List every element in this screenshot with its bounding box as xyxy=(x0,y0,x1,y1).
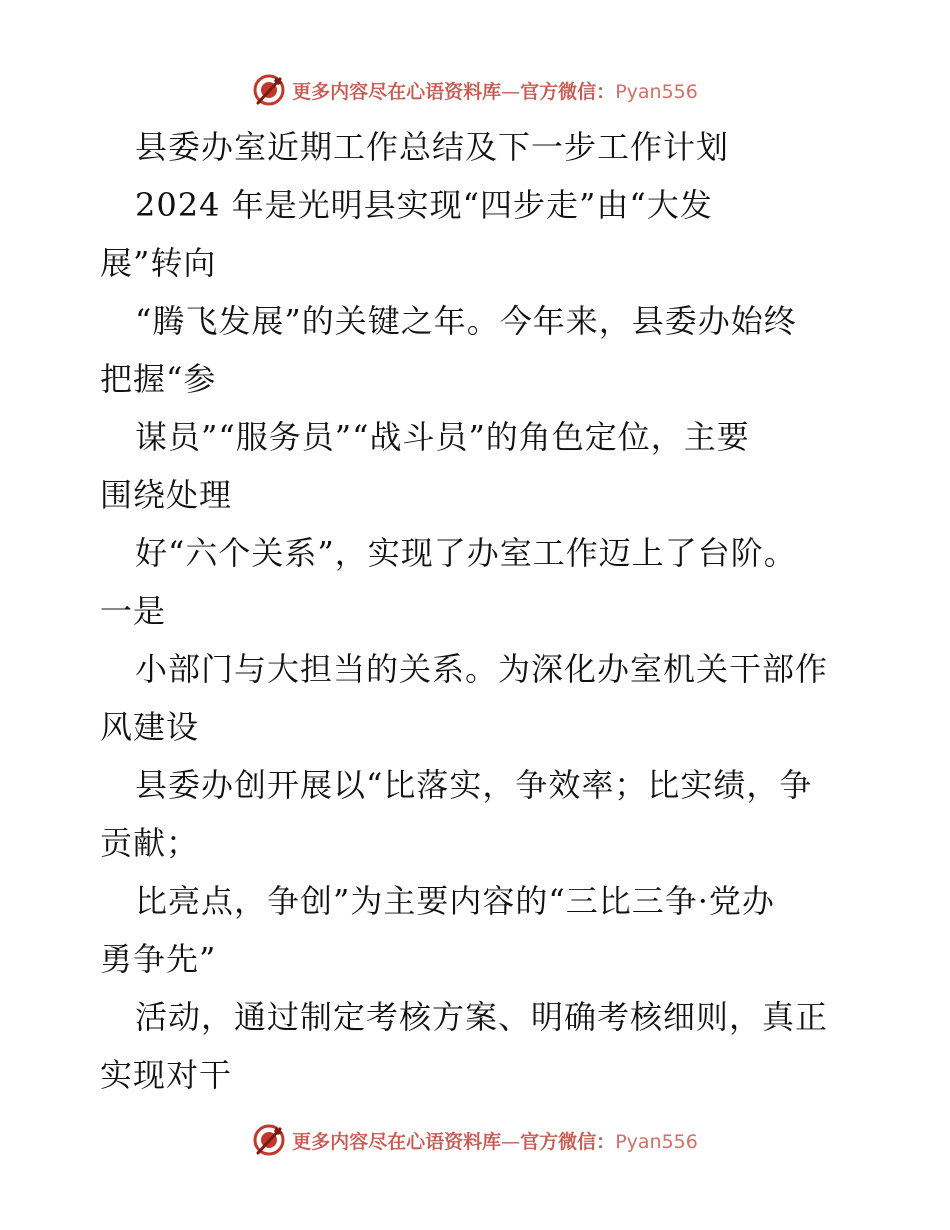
text-line: 围绕处理 xyxy=(100,476,233,514)
text-line: 实现对干 xyxy=(100,1056,233,1094)
text-line: 2024 年是光明县实现“四步走”由“大发 xyxy=(135,186,713,224)
text-line: 勇争先” xyxy=(100,940,217,978)
header-watermark-banner xyxy=(0,70,950,110)
banner-separator: — xyxy=(501,1130,521,1153)
banner-text xyxy=(292,77,698,104)
quill-logo-icon xyxy=(252,73,286,107)
text-line: 贡献； xyxy=(100,824,200,862)
text-line: 风建设 xyxy=(100,708,200,746)
quill-logo-icon xyxy=(252,1123,286,1157)
banner-contact-id: Pyan556 xyxy=(615,1130,698,1153)
text-line: 小部门与大担当的关系。为深化办室机关干部作 xyxy=(135,650,829,688)
banner-slogan: 更多内容尽在心语资料库 xyxy=(292,80,502,103)
document-title: 县委办室近期工作总结及下一步工作计划 xyxy=(135,128,730,166)
text-line: 比亮点，争创”为主要内容的“三比三争·党办 xyxy=(135,882,775,920)
text-line: 谋员”“服务员”“战斗员”的角色定位，主要 xyxy=(135,418,750,456)
text-line: 展”转向 xyxy=(100,244,217,282)
banner-separator: — xyxy=(501,80,521,103)
text-line: 一是 xyxy=(100,592,167,630)
document-body xyxy=(100,118,860,1104)
text-line: “腾飞发展”的关键之年。今年来，县委办始终 xyxy=(135,302,797,340)
text-line: 好“六个关系”，实现了办室工作迈上了台阶。 xyxy=(135,534,797,572)
text-line: 把握“参 xyxy=(100,360,217,398)
text-line: 活动，通过制定考核方案、明确考核细则，真正 xyxy=(135,998,829,1036)
banner-slogan: 更多内容尽在心语资料库 xyxy=(292,1130,502,1153)
footer-watermark-banner xyxy=(0,1120,950,1160)
text-line: 县委办创开展以“比落实，争效率；比实绩，争 xyxy=(135,766,813,804)
banner-contact-label: 官方微信： xyxy=(520,1130,616,1153)
banner-text xyxy=(292,1127,698,1154)
banner-contact-id: Pyan556 xyxy=(615,80,698,103)
banner-contact-label: 官方微信： xyxy=(520,80,616,103)
